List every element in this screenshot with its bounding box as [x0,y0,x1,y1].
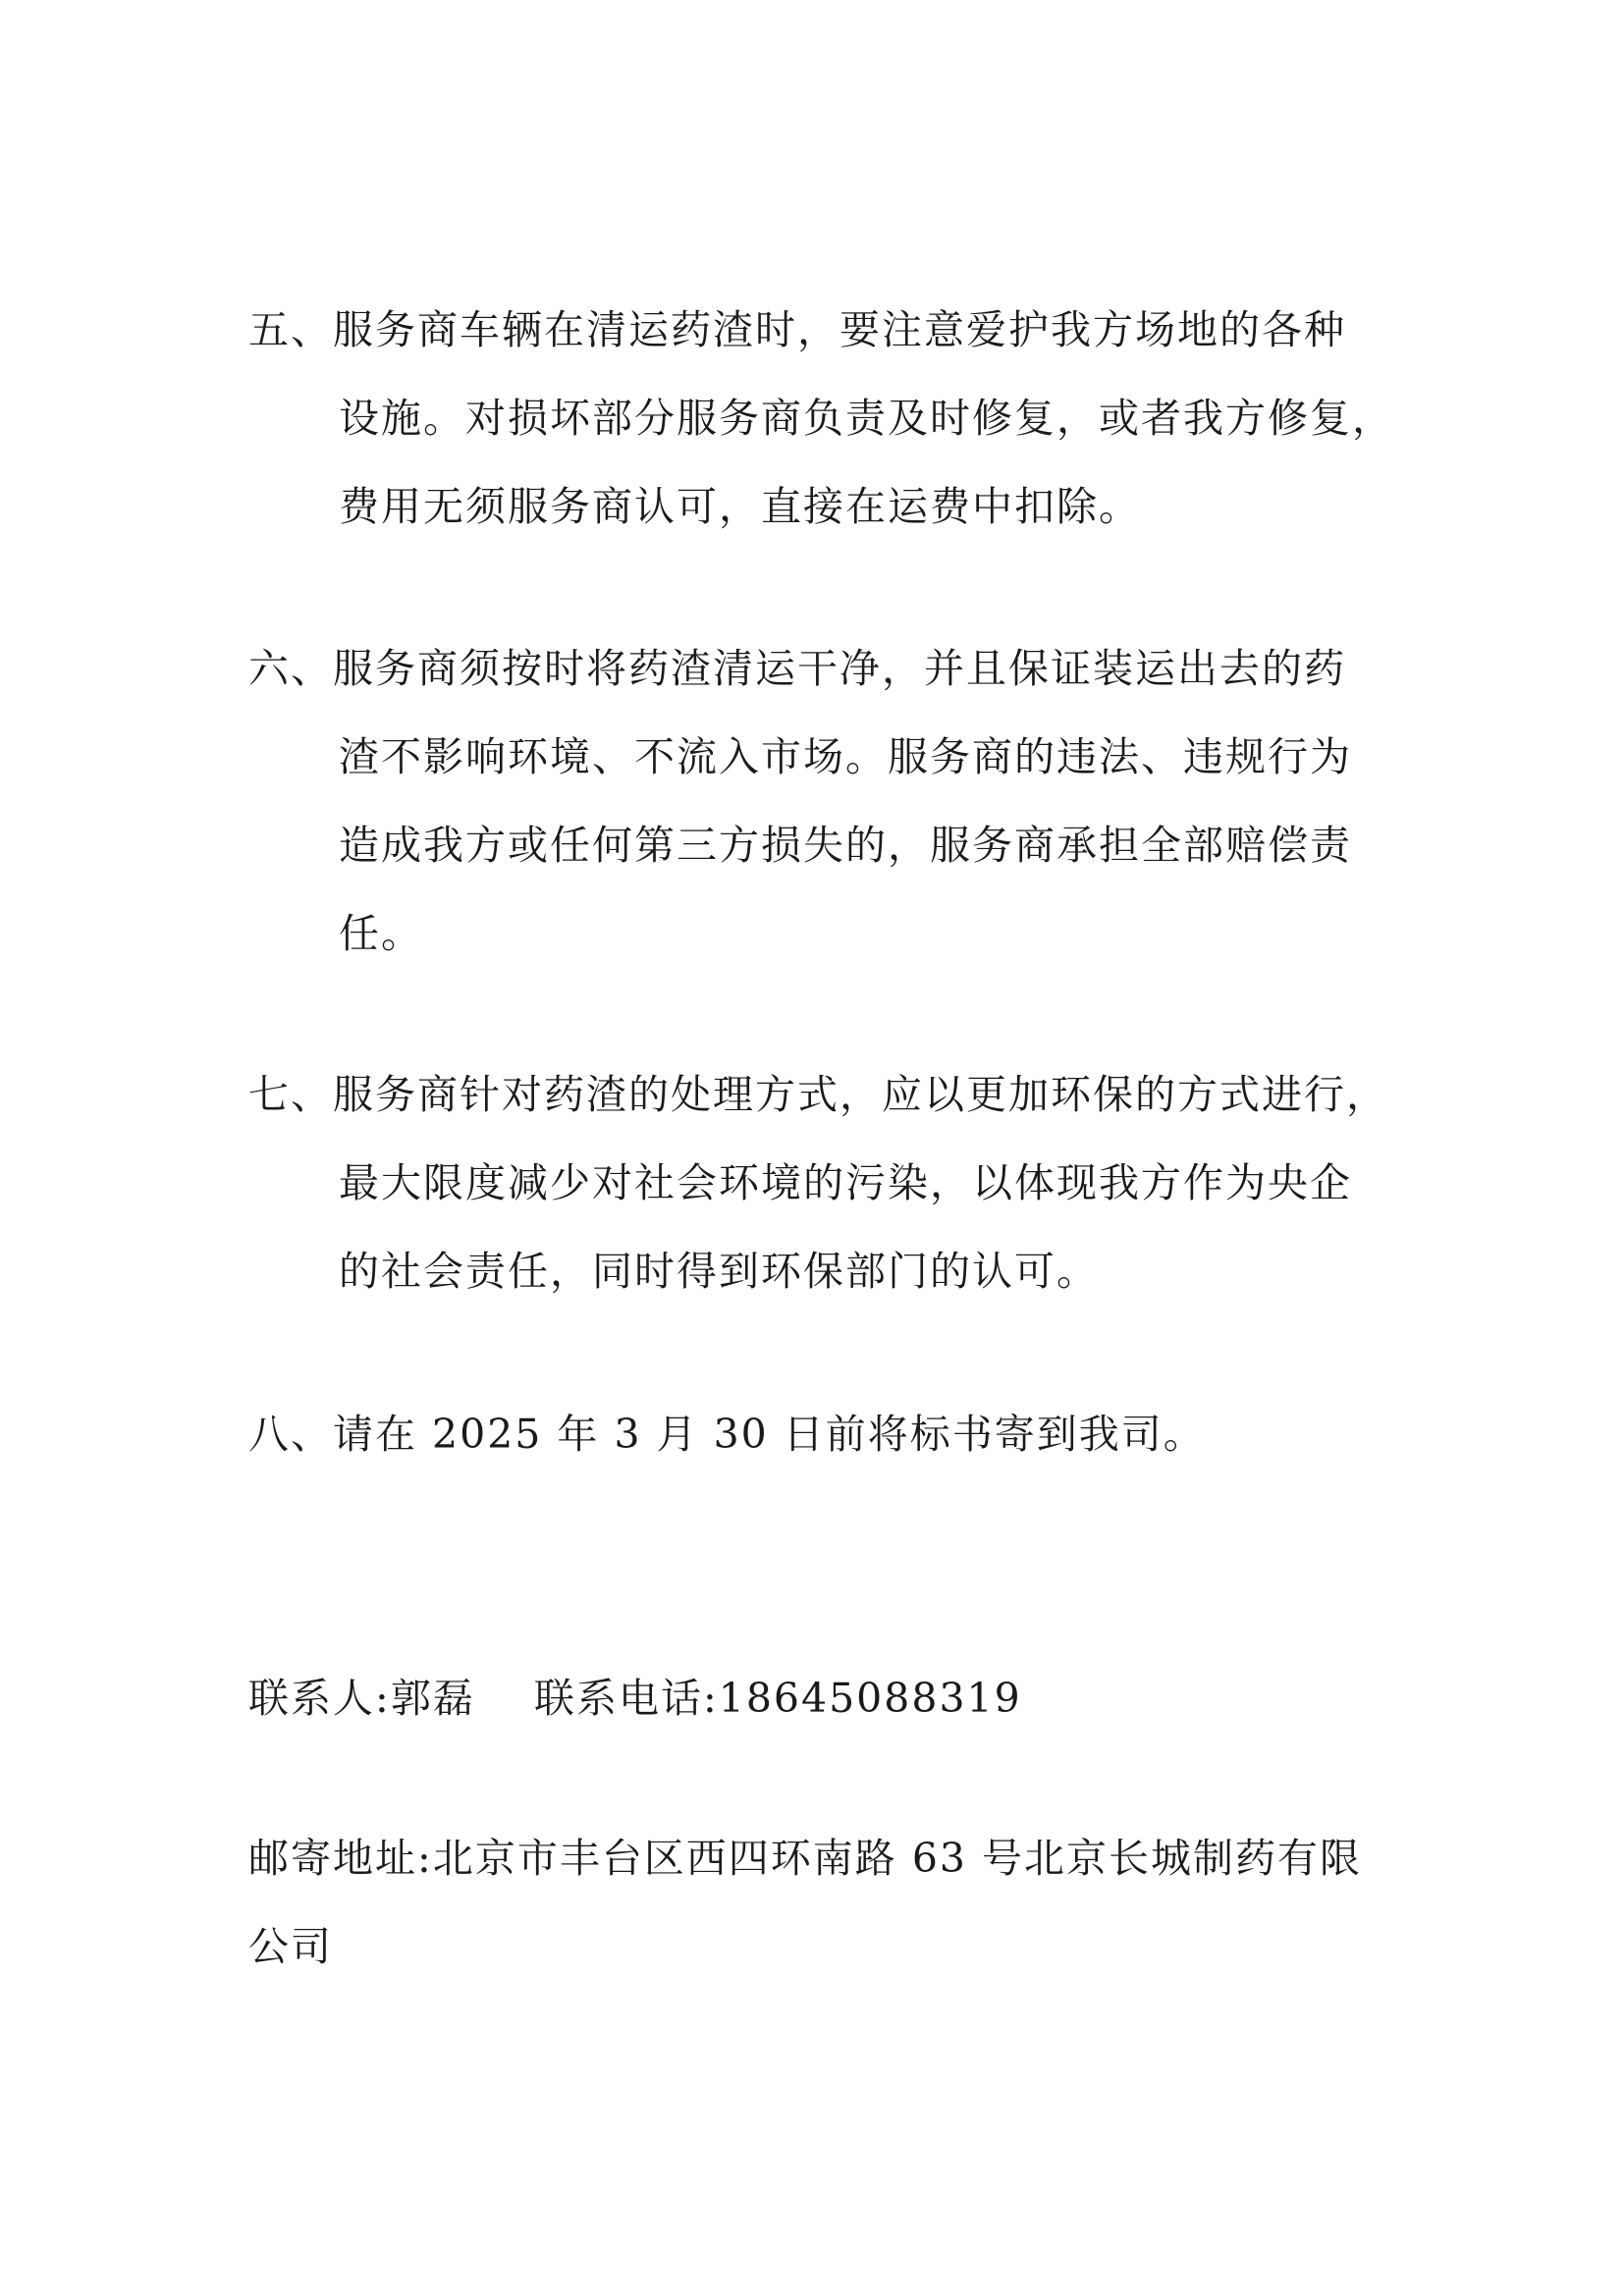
section-seven-line-3: 的社会责任，同时得到环保部门的认可。 [339,1248,1099,1295]
section-seven-line-2: 最大限度减少对社会环境的污染，以体现我方作为央企 [339,1159,1352,1206]
section-five-line-2: 设施。对损坏部分服务商负责及时修复，或者我方修复， [339,395,1394,442]
section-eight-line-1: 八、请在 2025 年 3 月 30 日前将标书寄到我司。 [248,1411,1206,1458]
section-six-line-3: 造成我方或任何第三方损失的，服务商承担全部赔偿责 [339,822,1352,869]
address-line-1: 邮寄地址:北京市丰台区西四环南路 63 号北京长城制药有限 [248,1835,1363,1882]
section-five-line-3: 费用无须服务商认可，直接在运费中扣除。 [339,483,1141,530]
address-line-2: 公司 [248,1923,333,1970]
section-six-line-4: 任。 [339,910,423,957]
section-seven-line-1: 七、服务商针对药渣的处理方式，应以更加环保的方式进行， [248,1071,1388,1118]
contact-line: 联系人:郭磊 联系电话:18645088319 [248,1675,1022,1722]
section-five-line-1: 五、服务商车辆在清运药渣时，要注意爱护我方场地的各种 [248,306,1346,353]
section-six-line-1: 六、服务商须按时将药渣清运干净，并且保证装运出去的药 [248,645,1346,692]
section-six-line-2: 渣不影响环境、不流入市场。服务商的违法、违规行为 [339,733,1352,780]
